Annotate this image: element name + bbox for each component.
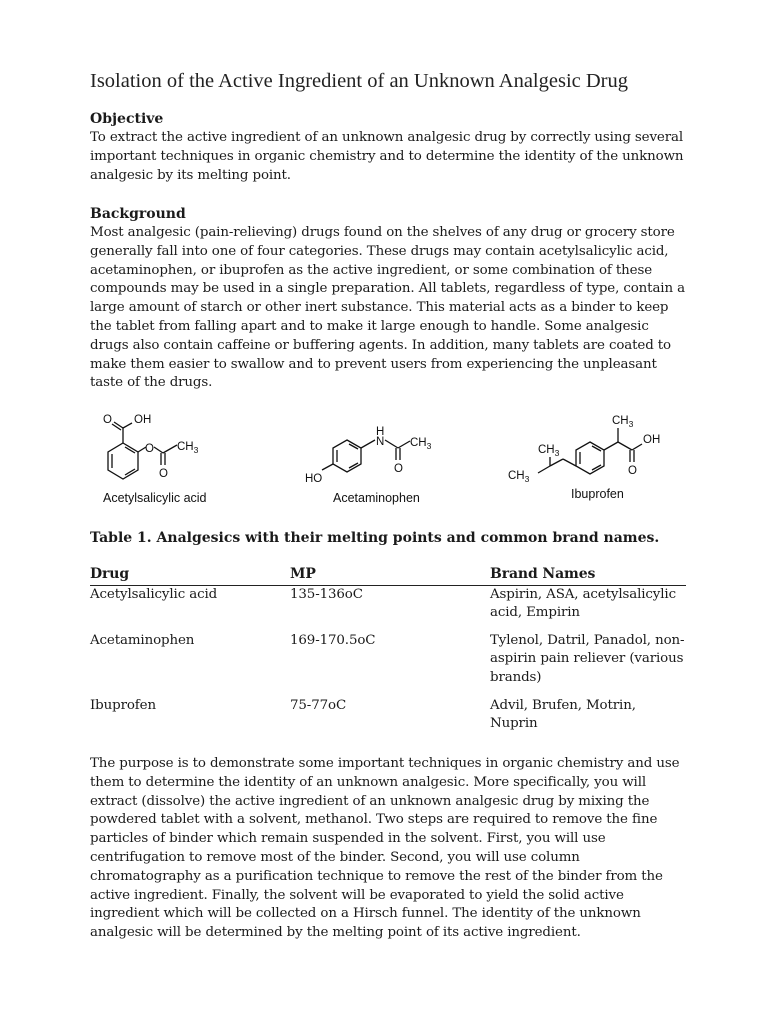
brand-names-cell: Aspirin, ASA, acetylsalicylic acid, Empirin <box>490 586 676 621</box>
analgesics-table <box>90 565 686 743</box>
asa-oh-label: OH <box>134 414 152 426</box>
objective-heading: Objective <box>90 111 164 127</box>
purpose-text: The purpose is to demonstrate some important techniques in organic chemistry and use them to determine the identity of an unknown analgesic. More specifically, you will extract (dissolve) the active ingredient of an unknown analgesic drug by mixing the powdered tablet with a solvent, methanol. Two steps are required to remove the fine particles of binder which remain suspended in the solvent. First, you will use centrifugation to remove most of the binder. Second, you will use column chromatography as a purification technique to remove the rest of the binder from the active ingredient. Finally, the solvent will be evaporated to yield the solid active ingredient which will be collected on a Hirsch funnel. The identity of the unknown analgesic will be determined by the melting point of its active ingredient. <box>90 756 680 941</box>
background-heading: Background <box>90 206 186 222</box>
table-caption: Table 1. Analgesics with their melting points and common brand names. <box>90 530 660 546</box>
acetaminophen-label: Acetaminophen <box>333 491 420 505</box>
acetylsalicylic-acid-label: Acetylsalicylic acid <box>103 491 207 505</box>
mp-cell: 75-77oC <box>290 697 347 713</box>
asa-acetyl-o-label: O <box>159 468 168 480</box>
asa-ch3-label: $CH_3$ <box>177 441 199 455</box>
asa-carbonyl-o-label: O <box>103 414 112 426</box>
objective-text: To extract the active ingredient of an unknown analgesic drug by correctly using several important techniques in organic chemistry and to determine the identity of the unknown analgesic by its melting point. <box>90 130 684 183</box>
drug-cell: Acetaminophen <box>90 632 195 648</box>
ibu-oh-label: OH <box>643 434 661 446</box>
table-header-row <box>90 565 686 585</box>
ibu-ch3-b-label: $CH_3$ <box>508 470 530 484</box>
drug-cell: Acetylsalicylic acid <box>90 586 218 602</box>
header-drug: Drug <box>90 565 290 585</box>
document-title: Isolation of the Active Ingredient of an Unknown Analgesic Drug <box>90 70 628 92</box>
apap-nh-n-label: N <box>376 436 385 448</box>
asa-ester-o-label: O <box>145 443 154 455</box>
brand-names-cell: Tylenol, Datril, Panadol, non-aspirin pain reliever (various brands) <box>490 632 685 685</box>
header-brand-names: Brand Names <box>490 565 686 585</box>
mp-cell: 135-136oC <box>290 586 363 602</box>
acetaminophen-structure <box>305 426 432 505</box>
apap-ho-label: HO <box>305 473 323 485</box>
acetylsalicylic-acid-structure <box>103 414 207 505</box>
table-row <box>90 697 686 743</box>
ibu-ch3-a-label: $CH_3$ <box>538 444 560 458</box>
apap-o-label: O <box>394 463 403 475</box>
ibu-ch3-top-label: $CH_3$ <box>612 415 634 429</box>
mp-cell: 169-170.5oC <box>290 632 376 648</box>
brand-names-cell: Advil, Brufen, Motrin, Nuprin <box>490 697 636 732</box>
chemical-structures-figure <box>90 405 690 520</box>
background-text: Most analgesic (pain-relieving) drugs found on the shelves of any drug or grocery store generally fall into one of four categories. These drugs may contain acetylsalicylic acid, acetaminophen, or ibuprofen as the active ingredient, or some combination of these compounds may be used in a single preparation. All tablets, regardless of type, contain a large amount of starch or other inert substance. This material acts as a binder to keep the tablet from falling apart and to make it large enough to handle. Some analgesic drugs also contain caffeine or buffering agents. In addition, many tablets are coated to make them easier to swallow and to prevent users from experiencing the unpleasant taste of the drugs. <box>90 225 685 391</box>
ibuprofen-label: Ibuprofen <box>571 487 624 501</box>
header-mp: MP <box>290 565 490 585</box>
table-row <box>90 585 686 632</box>
apap-nh-h-label: H <box>376 426 385 438</box>
apap-ch3-label: $CH_3$ <box>410 437 432 451</box>
ibu-o-label: O <box>628 465 637 477</box>
drug-cell: Ibuprofen <box>90 697 156 713</box>
table-row <box>90 632 686 697</box>
ibuprofen-structure <box>508 415 660 501</box>
